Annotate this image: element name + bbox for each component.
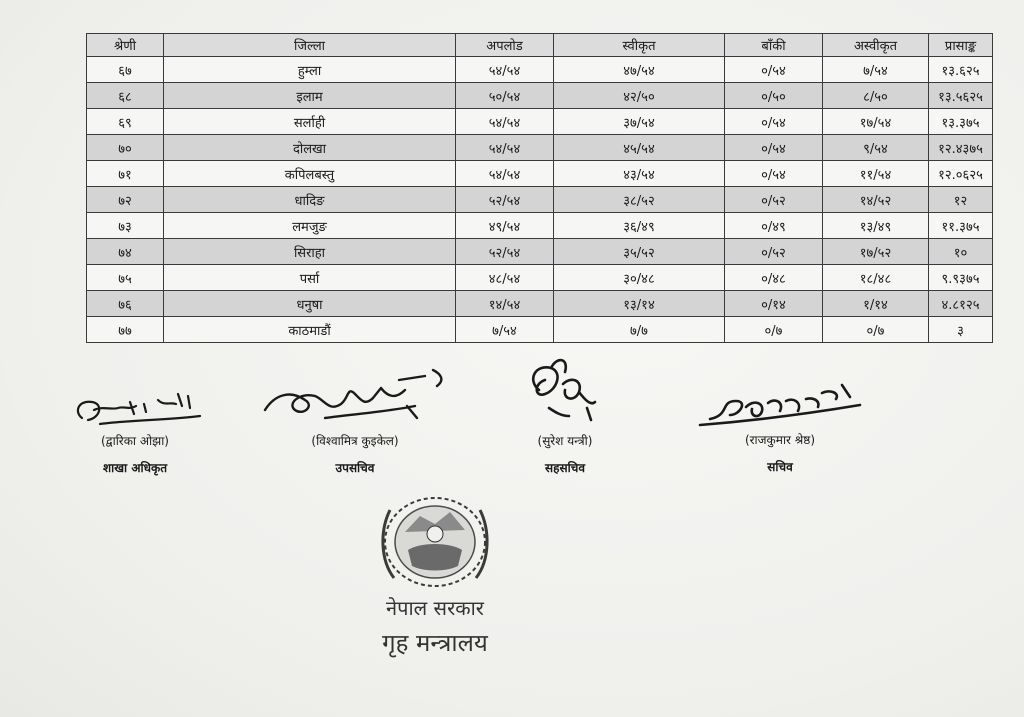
- cell-approved: ४२/५०: [554, 83, 725, 109]
- col-header-rejected: अस्वीकृत: [823, 34, 929, 57]
- handwritten-signature: [690, 375, 870, 431]
- cell-remaining: ०/५४: [725, 109, 823, 135]
- cell-rank: ७५: [87, 265, 164, 291]
- col-header-district: जिल्ला: [164, 34, 456, 57]
- cell-approved: ४३/५४: [554, 161, 725, 187]
- cell-score: ४.८१२५: [929, 291, 993, 317]
- table-row: [87, 317, 993, 343]
- cell-score: १०: [929, 239, 993, 265]
- cell-score: ३: [929, 317, 993, 343]
- signature-block-secretary: [690, 375, 870, 475]
- cell-rank: ७०: [87, 135, 164, 161]
- table-row: [87, 265, 993, 291]
- handwritten-signature: [255, 360, 455, 432]
- cell-remaining: ०/५४: [725, 135, 823, 161]
- cell-upload: ५४/५४: [456, 161, 554, 187]
- cell-remaining: ०/१४: [725, 291, 823, 317]
- cell-remaining: ०/५०: [725, 83, 823, 109]
- nepal-emblem-icon: [350, 490, 520, 600]
- cell-district: सर्लाही: [164, 109, 456, 135]
- cell-score: १२.०६२५: [929, 161, 993, 187]
- cell-score: १२: [929, 187, 993, 213]
- cell-score: १३.६२५: [929, 57, 993, 83]
- col-header-score: प्रासाङ्क: [929, 34, 993, 57]
- cell-approved: १३/१४: [554, 291, 725, 317]
- seal-line-2: गृह मन्त्रालय: [382, 629, 488, 657]
- cell-approved: ३६/४९: [554, 213, 725, 239]
- col-header-upload: अपलोड: [456, 34, 554, 57]
- cell-score: १३.५६२५: [929, 83, 993, 109]
- cell-upload: ५४/५४: [456, 135, 554, 161]
- cell-remaining: ०/५२: [725, 187, 823, 213]
- cell-remaining: ०/७: [725, 317, 823, 343]
- cell-rejected: १७/५४: [823, 109, 929, 135]
- cell-score: ११.३७५: [929, 213, 993, 239]
- cell-remaining: ०/४८: [725, 265, 823, 291]
- cell-remaining: ०/४९: [725, 213, 823, 239]
- cell-rejected: ९/५४: [823, 135, 929, 161]
- cell-district: दोलखा: [164, 135, 456, 161]
- cell-approved: ७/७: [554, 317, 725, 343]
- cell-district: लमजुङ: [164, 213, 456, 239]
- table-row: [87, 57, 993, 83]
- table-row: [87, 161, 993, 187]
- cell-rank: ६८: [87, 83, 164, 109]
- cell-rejected: ०/७: [823, 317, 929, 343]
- table-row: [87, 291, 993, 317]
- cell-district: धादिङ: [164, 187, 456, 213]
- cell-upload: ५२/५४: [456, 187, 554, 213]
- cell-upload: ५४/५४: [456, 109, 554, 135]
- cell-rejected: १/१४: [823, 291, 929, 317]
- table-row: [87, 109, 993, 135]
- cell-upload: ४९/५४: [456, 213, 554, 239]
- cell-district: सिराहा: [164, 239, 456, 265]
- cell-approved: ३५/५२: [554, 239, 725, 265]
- cell-rank: ७३: [87, 213, 164, 239]
- cell-rejected: ११/५४: [823, 161, 929, 187]
- cell-approved: ४५/५४: [554, 135, 725, 161]
- table-row: [87, 187, 993, 213]
- signatory-title: शाखा अधिकृत: [102, 461, 168, 475]
- cell-rank: ६७: [87, 57, 164, 83]
- cell-rank: ६९: [87, 109, 164, 135]
- cell-district: धनुषा: [164, 291, 456, 317]
- signatory-name: (सुरेश यन्त्री): [537, 434, 593, 448]
- handwritten-signature: [60, 380, 210, 432]
- cell-upload: १४/५४: [456, 291, 554, 317]
- cell-rank: ७६: [87, 291, 164, 317]
- signatory-title: सचिव: [767, 460, 793, 474]
- table-row: [87, 135, 993, 161]
- signatory-name: (द्वारिका ओझा): [101, 434, 169, 448]
- signatory-name: (राजकुमार श्रेष्ठ): [744, 433, 816, 447]
- cell-upload: ७/५४: [456, 317, 554, 343]
- cell-rejected: १४/५२: [823, 187, 929, 213]
- cell-upload: ५४/५४: [456, 57, 554, 83]
- signature-block-section-officer: [60, 380, 210, 476]
- cell-rejected: १८/४८: [823, 265, 929, 291]
- cell-remaining: ०/५२: [725, 239, 823, 265]
- results-table: [86, 33, 993, 343]
- cell-upload: ४८/५४: [456, 265, 554, 291]
- table-row: [87, 239, 993, 265]
- table-row: [87, 83, 993, 109]
- cell-score: १२.४३७५: [929, 135, 993, 161]
- cell-rank: ७१: [87, 161, 164, 187]
- cell-district: हुम्ला: [164, 57, 456, 83]
- seal-line-1: नेपाल सरकार: [386, 596, 484, 620]
- cell-rank: ७७: [87, 317, 164, 343]
- cell-rank: ७२: [87, 187, 164, 213]
- cell-rank: ७४: [87, 239, 164, 265]
- cell-approved: ३०/४८: [554, 265, 725, 291]
- signatory-title: सहसचिव: [545, 461, 585, 475]
- cell-district: इलाम: [164, 83, 456, 109]
- col-header-approved: स्वीकृत: [554, 34, 725, 57]
- cell-remaining: ०/५४: [725, 161, 823, 187]
- handwritten-signature: [505, 350, 625, 432]
- cell-score: १३.३७५: [929, 109, 993, 135]
- table-row: [87, 213, 993, 239]
- cell-remaining: ०/५४: [725, 57, 823, 83]
- cell-district: पर्सा: [164, 265, 456, 291]
- cell-rejected: १३/४९: [823, 213, 929, 239]
- table-header-row: [87, 34, 993, 57]
- cell-score: ९.९३७५: [929, 265, 993, 291]
- government-seal: [350, 490, 520, 670]
- cell-approved: ३७/५४: [554, 109, 725, 135]
- col-header-remaining: बाँकी: [725, 34, 823, 57]
- signature-block-under-secretary: [255, 360, 455, 476]
- signatory-title: उपसचिव: [335, 461, 375, 475]
- cell-approved: ३८/५२: [554, 187, 725, 213]
- cell-district: कपिलबस्तु: [164, 161, 456, 187]
- cell-upload: ५०/५४: [456, 83, 554, 109]
- cell-approved: ४७/५४: [554, 57, 725, 83]
- signature-block-joint-secretary: [505, 350, 625, 476]
- cell-upload: ५२/५४: [456, 239, 554, 265]
- cell-rejected: १७/५२: [823, 239, 929, 265]
- cell-district: काठमाडौं: [164, 317, 456, 343]
- cell-rejected: ७/५४: [823, 57, 929, 83]
- col-header-rank: श्रेणी: [87, 34, 164, 57]
- signatory-name: (विश्वामित्र कुइकेल): [311, 434, 399, 448]
- cell-rejected: ८/५०: [823, 83, 929, 109]
